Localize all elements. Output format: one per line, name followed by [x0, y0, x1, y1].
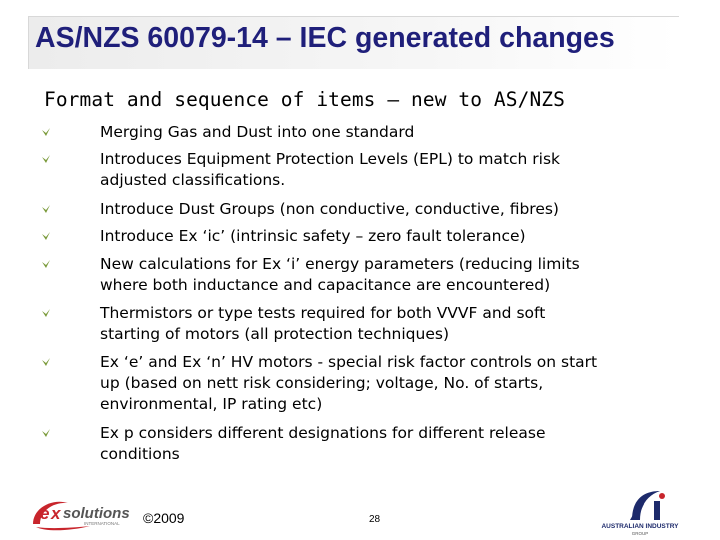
- copyright: ©2009: [143, 510, 185, 526]
- diamond-check-icon: [41, 308, 51, 318]
- exsolutions-logo: [30, 494, 148, 534]
- diamond-check-icon: [41, 127, 51, 137]
- logo-wordmark: solutions: [63, 505, 130, 522]
- bullet-text: Introduce Dust Groups (non conductive, conductive, fibres): [100, 200, 559, 218]
- bullet-text: Ex p considers different designations for different release conditions: [100, 424, 546, 463]
- diamond-check-icon: [41, 357, 51, 367]
- bullet-text: Ex ‘e’ and Ex ‘n’ HV motors - special risk factor controls on start up (based on nett risk considering; voltage, No. of starts, environmental, IP rating etc): [100, 353, 598, 413]
- bullet-text: Merging Gas and Dust into one standard: [100, 123, 415, 141]
- logo-subtext: INTERNATIONAL: [84, 521, 120, 526]
- diamond-check-icon: [41, 154, 51, 164]
- partner-logo-subtext: GROUP: [631, 531, 649, 536]
- svg-text:x: x: [51, 504, 61, 523]
- australian-industry-logo: [580, 487, 700, 537]
- diamond-check-icon: [41, 428, 51, 438]
- bullet-text: New calculations for Ex ‘i’ energy parameters (reducing limits where both inductance and capacitance are encountered): [100, 255, 580, 294]
- bullet-text: Introduce Ex ‘ic’ (intrinsic safety – zero fault tolerance): [100, 227, 526, 245]
- diamond-check-icon: [41, 259, 51, 269]
- page-number: 28: [369, 514, 381, 525]
- diamond-check-icon: [41, 231, 51, 241]
- slide-subtitle: Format and sequence of items – new to AS/NZS: [44, 88, 565, 111]
- svg-text:e: e: [40, 504, 50, 523]
- partner-logo-text: AUSTRALIAN INDUSTRY: [601, 523, 679, 530]
- bullet-text: Introduces Equipment Protection Levels (EPL) to match risk adjusted classifications.: [100, 150, 560, 189]
- bullet-text: Thermistors or type tests required for both VVVF and soft starting of motors (all protection techniques): [100, 304, 546, 343]
- diamond-check-icon: [41, 204, 51, 214]
- slide-title: AS/NZS 60079-14 – IEC generated changes: [35, 22, 615, 54]
